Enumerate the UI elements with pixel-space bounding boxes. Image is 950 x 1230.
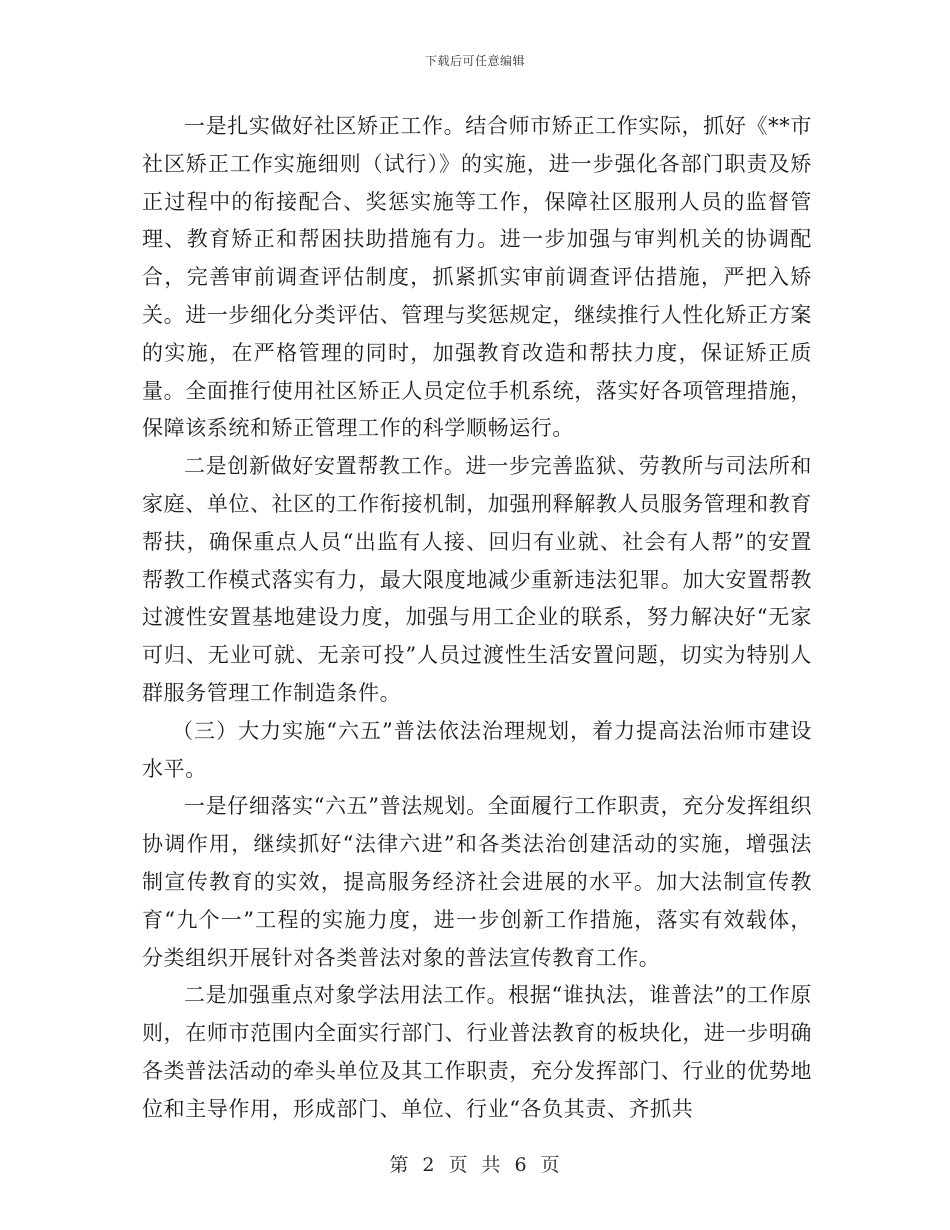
document-body [142,108,812,1129]
paragraph-key-targets: 二是加强重点对象学法用法工作。根据“谁执法，谁普法”的工作原则，在师市范围内全面实行部门、行业普法教育的板块化，进一步明确各类普法活动的牵头单位及其工作职责，充分发挥部门、行业的优势地位和主导作用，形成部门、单位、行业“各负其责、齐抓共 [142,983,812,1121]
page-number: 第 2 页 共 6 页 [389,1154,561,1176]
paragraph-resettlement: 二是创新做好安置帮教工作。进一步完善监狱、劳教所与司法所和家庭、单位、社区的工作衔接机制，加强刑释解教人员服务管理和教育帮扶，确保重点人员“出监有人接、回归有业就、社会有人帮”的安置帮教工作模式落实有力，最大限度地减少重新违法犯罪。加大安置帮教过渡性安置基地建设力度，加强与用工企业的联系，努力解决好“无家可归、无业可就、无亲可投”人员过渡性生活安置问题，切实为特别人群服务管理工作制造条件。 [142,454,812,705]
paragraph-community-correction: 一是扎实做好社区矫正工作。结合师市矫正工作实际，抓好《**市社区矫正工作实施细则（试行）》的实施，进一步强化各部门职责及矫正过程中的衔接配合、奖惩实施等工作，保障社区服刑人员的监督管理、教育矫正和帮困扶助措施有力。进一步加强与审判机关的协调配合，完善审前调查评估制度，抓紧抓实审前调查评估措施，严把入矫关。进一步细化分类评估、管理与奖惩规定，继续推行人性化矫正方案的实施，在严格管理的同时，加强教育改造和帮扶力度，保证矫正质量。全面推行使用社区矫正人员定位手机系统，落实好各项管理措施，保障该系统和矫正管理工作的科学顺畅运行。 [142,114,812,441]
paragraph-legal-education-plan: 一是仔细落实“六五”普法规划。全面履行工作职责，充分发挥组织协调作用，继续抓好“法律六进”和各类法治创建活动的实施，增强法制宣传教育的实效，提高服务经济社会进展的水平。加大法制宣传教育“九个一”工程的实施力度，进一步创新工作措施，落实有效载体，分类组织开展针对各类普法对象的普法宣传教育工作。 [142,794,812,970]
page-header: 下载后可任意编辑 [424,54,525,68]
section-heading-3: （三）大力实施“六五”普法依法治理规划，着力提高法治师市建设水平。 [142,718,812,781]
